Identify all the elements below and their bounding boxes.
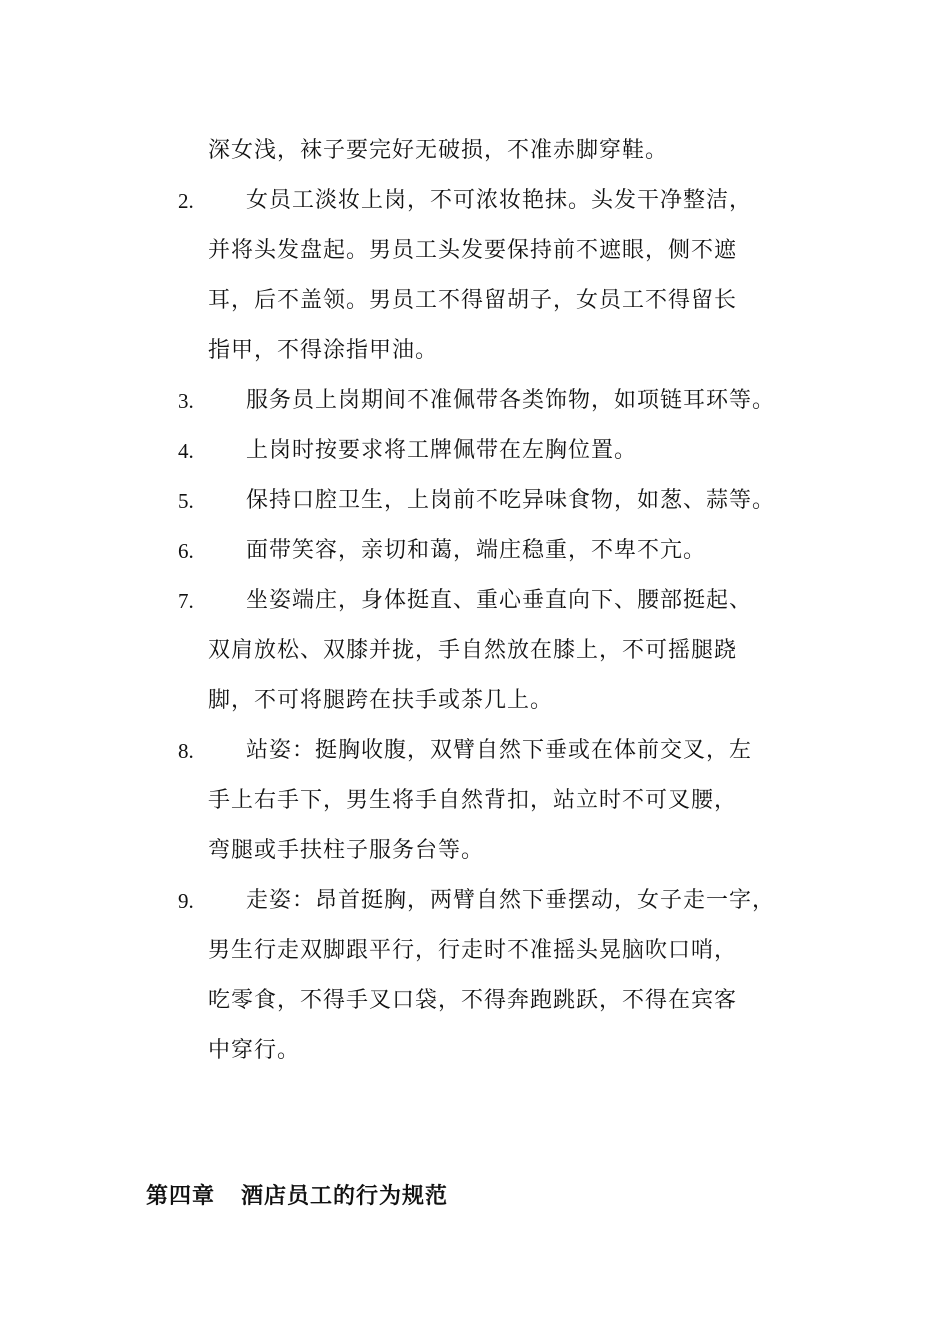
item-8-line-1: 站姿：挺胸收腹，双臂自然下垂或在体前交叉，左 [246,738,753,763]
item-5-line-1: 保持口腔卫生，上岗前不吃异味食物，如葱、蒜等。 [246,488,776,513]
chapter-title: 酒店员工的行为规范 [241,1183,449,1209]
item-2-number: 2. [178,189,194,213]
item-6-number: 6. [178,539,194,563]
chapter-heading [146,1181,448,1211]
item-8-line-2: 手上右手下，男生将手自然背扣，站立时不可叉腰， [208,788,738,813]
item-7-line-2: 双肩放松、双膝并拢，手自然放在膝上，不可摇腿跷 [208,638,738,663]
item-2-line-4: 指甲，不得涂指甲油。 [208,338,439,363]
item-8-number: 8. [178,739,194,763]
item-2-line-1: 女员工淡妆上岗，不可浓妆艳抹。头发干净整洁， [246,188,753,213]
item-9-line-1: 走姿：昂首挺胸，两臂自然下垂摆动，女子走一字， [246,888,776,913]
item-7-line-1: 坐姿端庄，身体挺直、重心垂直向下、腰部挺起、 [246,588,753,613]
item-7-number: 7. [178,589,194,613]
item-6-line-1: 面带笑容，亲切和蔼，端庄稳重，不卑不亢。 [246,538,707,563]
item-4-number: 4. [178,439,194,463]
item-2-line-3: 耳，后不盖领。男员工不得留胡子，女员工不得留长 [208,288,738,313]
chapter-label: 第四章 [146,1183,216,1209]
item-9-line-4: 中穿行。 [208,1038,301,1063]
item-5-number: 5. [178,489,194,513]
item-9-line-2: 男生行走双脚跟平行，行走时不准摇头晃脑吹口哨， [208,938,738,963]
item-1-line-1: 深女浅，袜子要完好无破损，不准赤脚穿鞋。 [208,138,669,163]
item-8-line-3: 弯腿或手扶柱子服务台等。 [208,838,485,863]
item-7-line-3: 脚，不可将腿跨在扶手或茶几上。 [208,688,554,713]
item-3-line-1: 服务员上岗期间不准佩带各类饰物，如项链耳环等。 [246,388,776,413]
item-3-number: 3. [178,389,194,413]
item-9-line-3: 吃零食，不得手叉口袋，不得奔跑跳跃，不得在宾客 [208,988,738,1013]
item-9-number: 9. [178,889,194,913]
item-4-line-1: 上岗时按要求将工牌佩带在左胸位置。 [246,438,638,463]
item-2-line-2: 并将头发盘起。男员工头发要保持前不遮眼，侧不遮 [208,238,738,263]
